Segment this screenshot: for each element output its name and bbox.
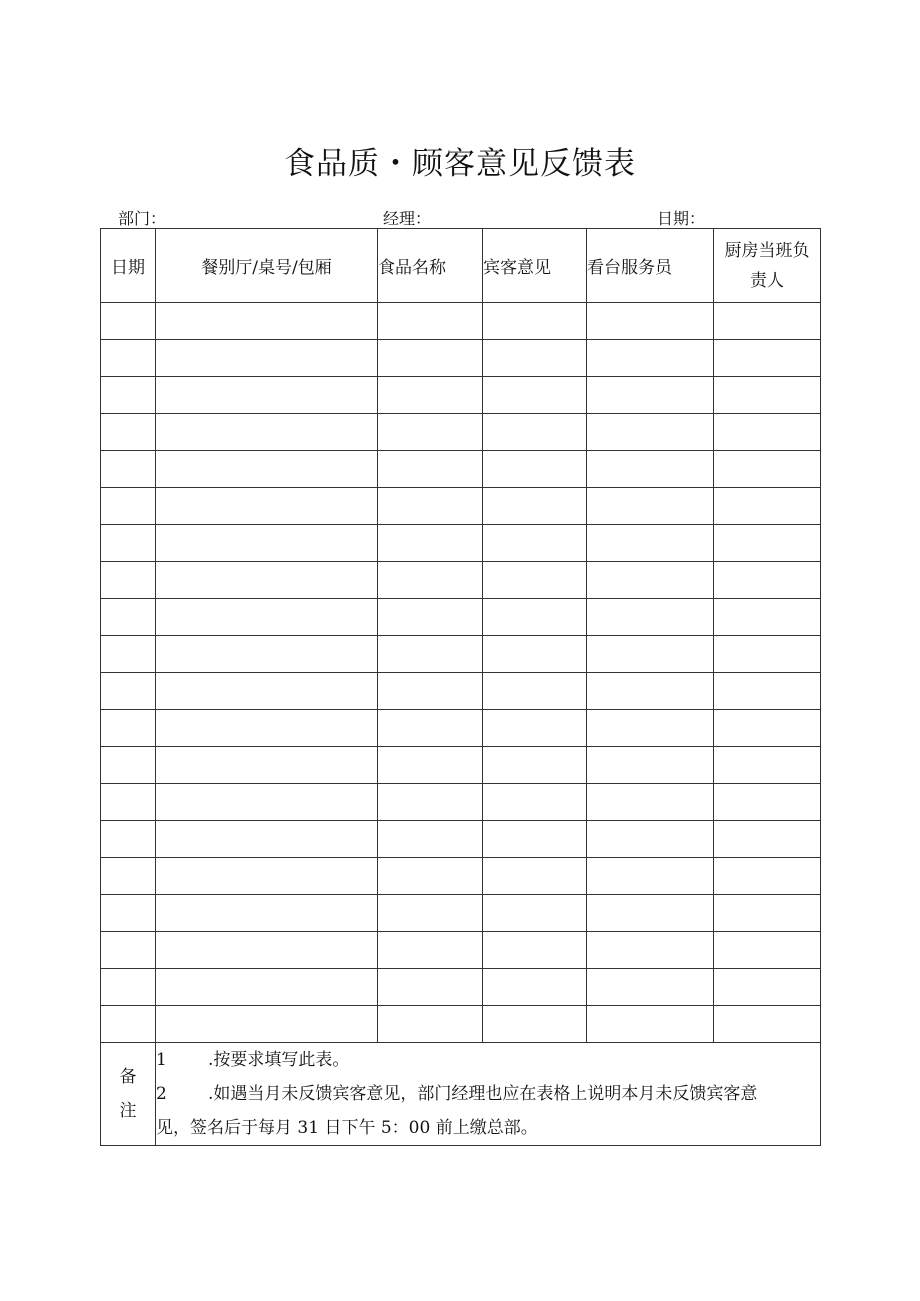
server-cell[interactable] (587, 488, 714, 525)
note-1-number: 1 (156, 1050, 167, 1070)
venue-cell[interactable] (156, 1006, 378, 1043)
venue-cell[interactable] (156, 858, 378, 895)
date-cell[interactable] (101, 377, 156, 414)
server-cell[interactable] (587, 599, 714, 636)
server-cell[interactable] (587, 747, 714, 784)
chef-cell[interactable] (714, 969, 821, 1006)
header-chef-line2: 责人 (750, 270, 784, 291)
table-row (101, 451, 821, 488)
date-cell[interactable] (101, 821, 156, 858)
opinion-cell[interactable] (483, 303, 587, 340)
chef-cell[interactable] (714, 932, 821, 969)
date-cell[interactable] (101, 932, 156, 969)
table-row (101, 340, 821, 377)
food-cell[interactable] (378, 821, 483, 858)
date-cell[interactable] (101, 1006, 156, 1043)
form-title: 食品质・顾客意见反馈表 (284, 146, 636, 182)
note-2-number: 2 (156, 1084, 167, 1104)
date-cell[interactable] (101, 414, 156, 451)
food-cell[interactable] (378, 673, 483, 710)
server-cell[interactable] (587, 858, 714, 895)
server-cell[interactable] (587, 673, 714, 710)
chef-cell[interactable] (714, 451, 821, 488)
chef-cell[interactable] (714, 562, 821, 599)
opinion-cell[interactable] (483, 340, 587, 377)
server-cell[interactable] (587, 414, 714, 451)
table-row (101, 377, 821, 414)
date-cell[interactable] (101, 488, 156, 525)
venue-cell[interactable] (156, 488, 378, 525)
opinion-cell[interactable] (483, 932, 587, 969)
opinion-cell[interactable] (483, 858, 587, 895)
venue-cell[interactable] (156, 340, 378, 377)
venue-cell[interactable] (156, 673, 378, 710)
venue-cell[interactable] (156, 710, 378, 747)
opinion-cell[interactable] (483, 377, 587, 414)
date-cell[interactable] (101, 747, 156, 784)
date-cell[interactable] (101, 562, 156, 599)
note-2-text-line1: .如遇当月未反馈宾客意见，部门经理也应在表格上说明本月未反馈宾客意 (208, 1084, 758, 1104)
venue-cell[interactable] (156, 303, 378, 340)
server-cell[interactable] (587, 525, 714, 562)
date-cell[interactable] (101, 895, 156, 932)
note-1-text: .按要求填写此表。 (208, 1050, 350, 1070)
remarks-label (101, 1043, 156, 1146)
server-cell[interactable] (587, 377, 714, 414)
food-cell[interactable] (378, 451, 483, 488)
opinion-cell[interactable] (483, 414, 587, 451)
table-row (101, 747, 821, 784)
opinion-cell[interactable] (483, 747, 587, 784)
date-cell[interactable] (101, 451, 156, 488)
food-cell[interactable] (378, 414, 483, 451)
food-cell[interactable] (378, 488, 483, 525)
venue-cell[interactable] (156, 636, 378, 673)
date-cell[interactable] (101, 525, 156, 562)
date-cell[interactable] (101, 858, 156, 895)
opinion-cell[interactable] (483, 1006, 587, 1043)
date-cell[interactable] (101, 673, 156, 710)
food-cell[interactable] (378, 969, 483, 1006)
chef-cell[interactable] (714, 488, 821, 525)
chef-cell[interactable] (714, 414, 821, 451)
remarks-label-line2: 注 (119, 1101, 137, 1121)
feedback-table (100, 228, 821, 1146)
remarks-row (101, 1043, 821, 1146)
opinion-cell[interactable] (483, 895, 587, 932)
food-cell[interactable] (378, 895, 483, 932)
opinion-cell[interactable] (483, 784, 587, 821)
date-cell[interactable] (101, 340, 156, 377)
table-row (101, 488, 821, 525)
server-cell[interactable] (587, 932, 714, 969)
food-cell[interactable] (378, 784, 483, 821)
chef-cell[interactable] (714, 599, 821, 636)
opinion-cell[interactable] (483, 821, 587, 858)
server-cell[interactable] (587, 821, 714, 858)
server-cell[interactable] (587, 969, 714, 1006)
opinion-cell[interactable] (483, 525, 587, 562)
date-cell[interactable] (101, 710, 156, 747)
entry-rows (101, 303, 821, 1043)
table-row (101, 1006, 821, 1043)
venue-cell[interactable] (156, 377, 378, 414)
chef-cell[interactable] (714, 747, 821, 784)
table-row (101, 821, 821, 858)
venue-cell[interactable] (156, 784, 378, 821)
note-2-continued: 见，签名后于每月 31 日下午 5：00 前上缴总部。 (156, 1118, 538, 1138)
table-row (101, 636, 821, 673)
server-cell[interactable] (587, 784, 714, 821)
date-cell[interactable] (101, 784, 156, 821)
note-2 (156, 1077, 820, 1111)
chef-cell[interactable] (714, 858, 821, 895)
date-label: 日期： (657, 209, 706, 228)
venue-cell[interactable] (156, 599, 378, 636)
venue-cell[interactable] (156, 525, 378, 562)
remarks-body (156, 1043, 821, 1146)
date-cell[interactable] (101, 969, 156, 1006)
food-cell[interactable] (378, 525, 483, 562)
opinion-cell[interactable] (483, 673, 587, 710)
food-cell[interactable] (378, 1006, 483, 1043)
server-cell[interactable] (587, 451, 714, 488)
table-row (101, 562, 821, 599)
food-cell[interactable] (378, 377, 483, 414)
note-1 (156, 1043, 820, 1077)
opinion-cell[interactable] (483, 451, 587, 488)
opinion-cell[interactable] (483, 488, 587, 525)
food-cell[interactable] (378, 636, 483, 673)
table-row (101, 858, 821, 895)
chef-cell[interactable] (714, 821, 821, 858)
server-cell[interactable] (587, 895, 714, 932)
chef-cell[interactable] (714, 673, 821, 710)
opinion-cell[interactable] (483, 599, 587, 636)
opinion-cell[interactable] (483, 636, 587, 673)
table-row (101, 673, 821, 710)
server-cell[interactable] (587, 1006, 714, 1043)
chef-cell[interactable] (714, 895, 821, 932)
venue-cell[interactable] (156, 747, 378, 784)
food-cell[interactable] (378, 340, 483, 377)
chef-cell[interactable] (714, 784, 821, 821)
table-row (101, 932, 821, 969)
server-cell[interactable] (587, 636, 714, 673)
server-cell[interactable] (587, 340, 714, 377)
manager-label: 经理： (383, 209, 432, 228)
opinion-cell[interactable] (483, 710, 587, 747)
venue-cell[interactable] (156, 451, 378, 488)
header-guest-opinion: 宾客意见 (483, 229, 587, 303)
server-cell[interactable] (587, 562, 714, 599)
date-cell[interactable] (101, 636, 156, 673)
opinion-cell[interactable] (483, 562, 587, 599)
remarks-label-line1: 备 (119, 1067, 137, 1087)
header-food-name: 食品名称 (378, 229, 483, 303)
food-cell[interactable] (378, 858, 483, 895)
header-row (101, 229, 821, 303)
header-chef-line1: 厨房当班负 (724, 240, 810, 261)
food-cell[interactable] (378, 710, 483, 747)
table-row (101, 414, 821, 451)
table-row (101, 599, 821, 636)
chef-cell[interactable] (714, 377, 821, 414)
department-label: 部门： (118, 209, 167, 228)
venue-cell[interactable] (156, 932, 378, 969)
chef-cell[interactable] (714, 525, 821, 562)
header-server: 看台服务员 (587, 229, 714, 303)
chef-cell[interactable] (714, 1006, 821, 1043)
header-venue: 餐别厅/桌号/包厢 (156, 229, 378, 303)
venue-cell[interactable] (156, 969, 378, 1006)
table-row (101, 784, 821, 821)
venue-cell[interactable] (156, 414, 378, 451)
chef-cell[interactable] (714, 710, 821, 747)
server-cell[interactable] (587, 303, 714, 340)
table-row (101, 525, 821, 562)
date-cell[interactable] (101, 599, 156, 636)
venue-cell[interactable] (156, 895, 378, 932)
table-row (101, 710, 821, 747)
header-chef-on-duty (714, 229, 821, 303)
table-row (101, 895, 821, 932)
date-cell[interactable] (101, 303, 156, 340)
food-cell[interactable] (378, 303, 483, 340)
chef-cell[interactable] (714, 303, 821, 340)
venue-cell[interactable] (156, 562, 378, 599)
food-cell[interactable] (378, 562, 483, 599)
table-row (101, 303, 821, 340)
chef-cell[interactable] (714, 340, 821, 377)
opinion-cell[interactable] (483, 969, 587, 1006)
food-cell[interactable] (378, 599, 483, 636)
venue-cell[interactable] (156, 821, 378, 858)
server-cell[interactable] (587, 710, 714, 747)
food-cell[interactable] (378, 747, 483, 784)
chef-cell[interactable] (714, 636, 821, 673)
table-row (101, 969, 821, 1006)
food-cell[interactable] (378, 932, 483, 969)
header-date: 日期 (101, 229, 156, 303)
